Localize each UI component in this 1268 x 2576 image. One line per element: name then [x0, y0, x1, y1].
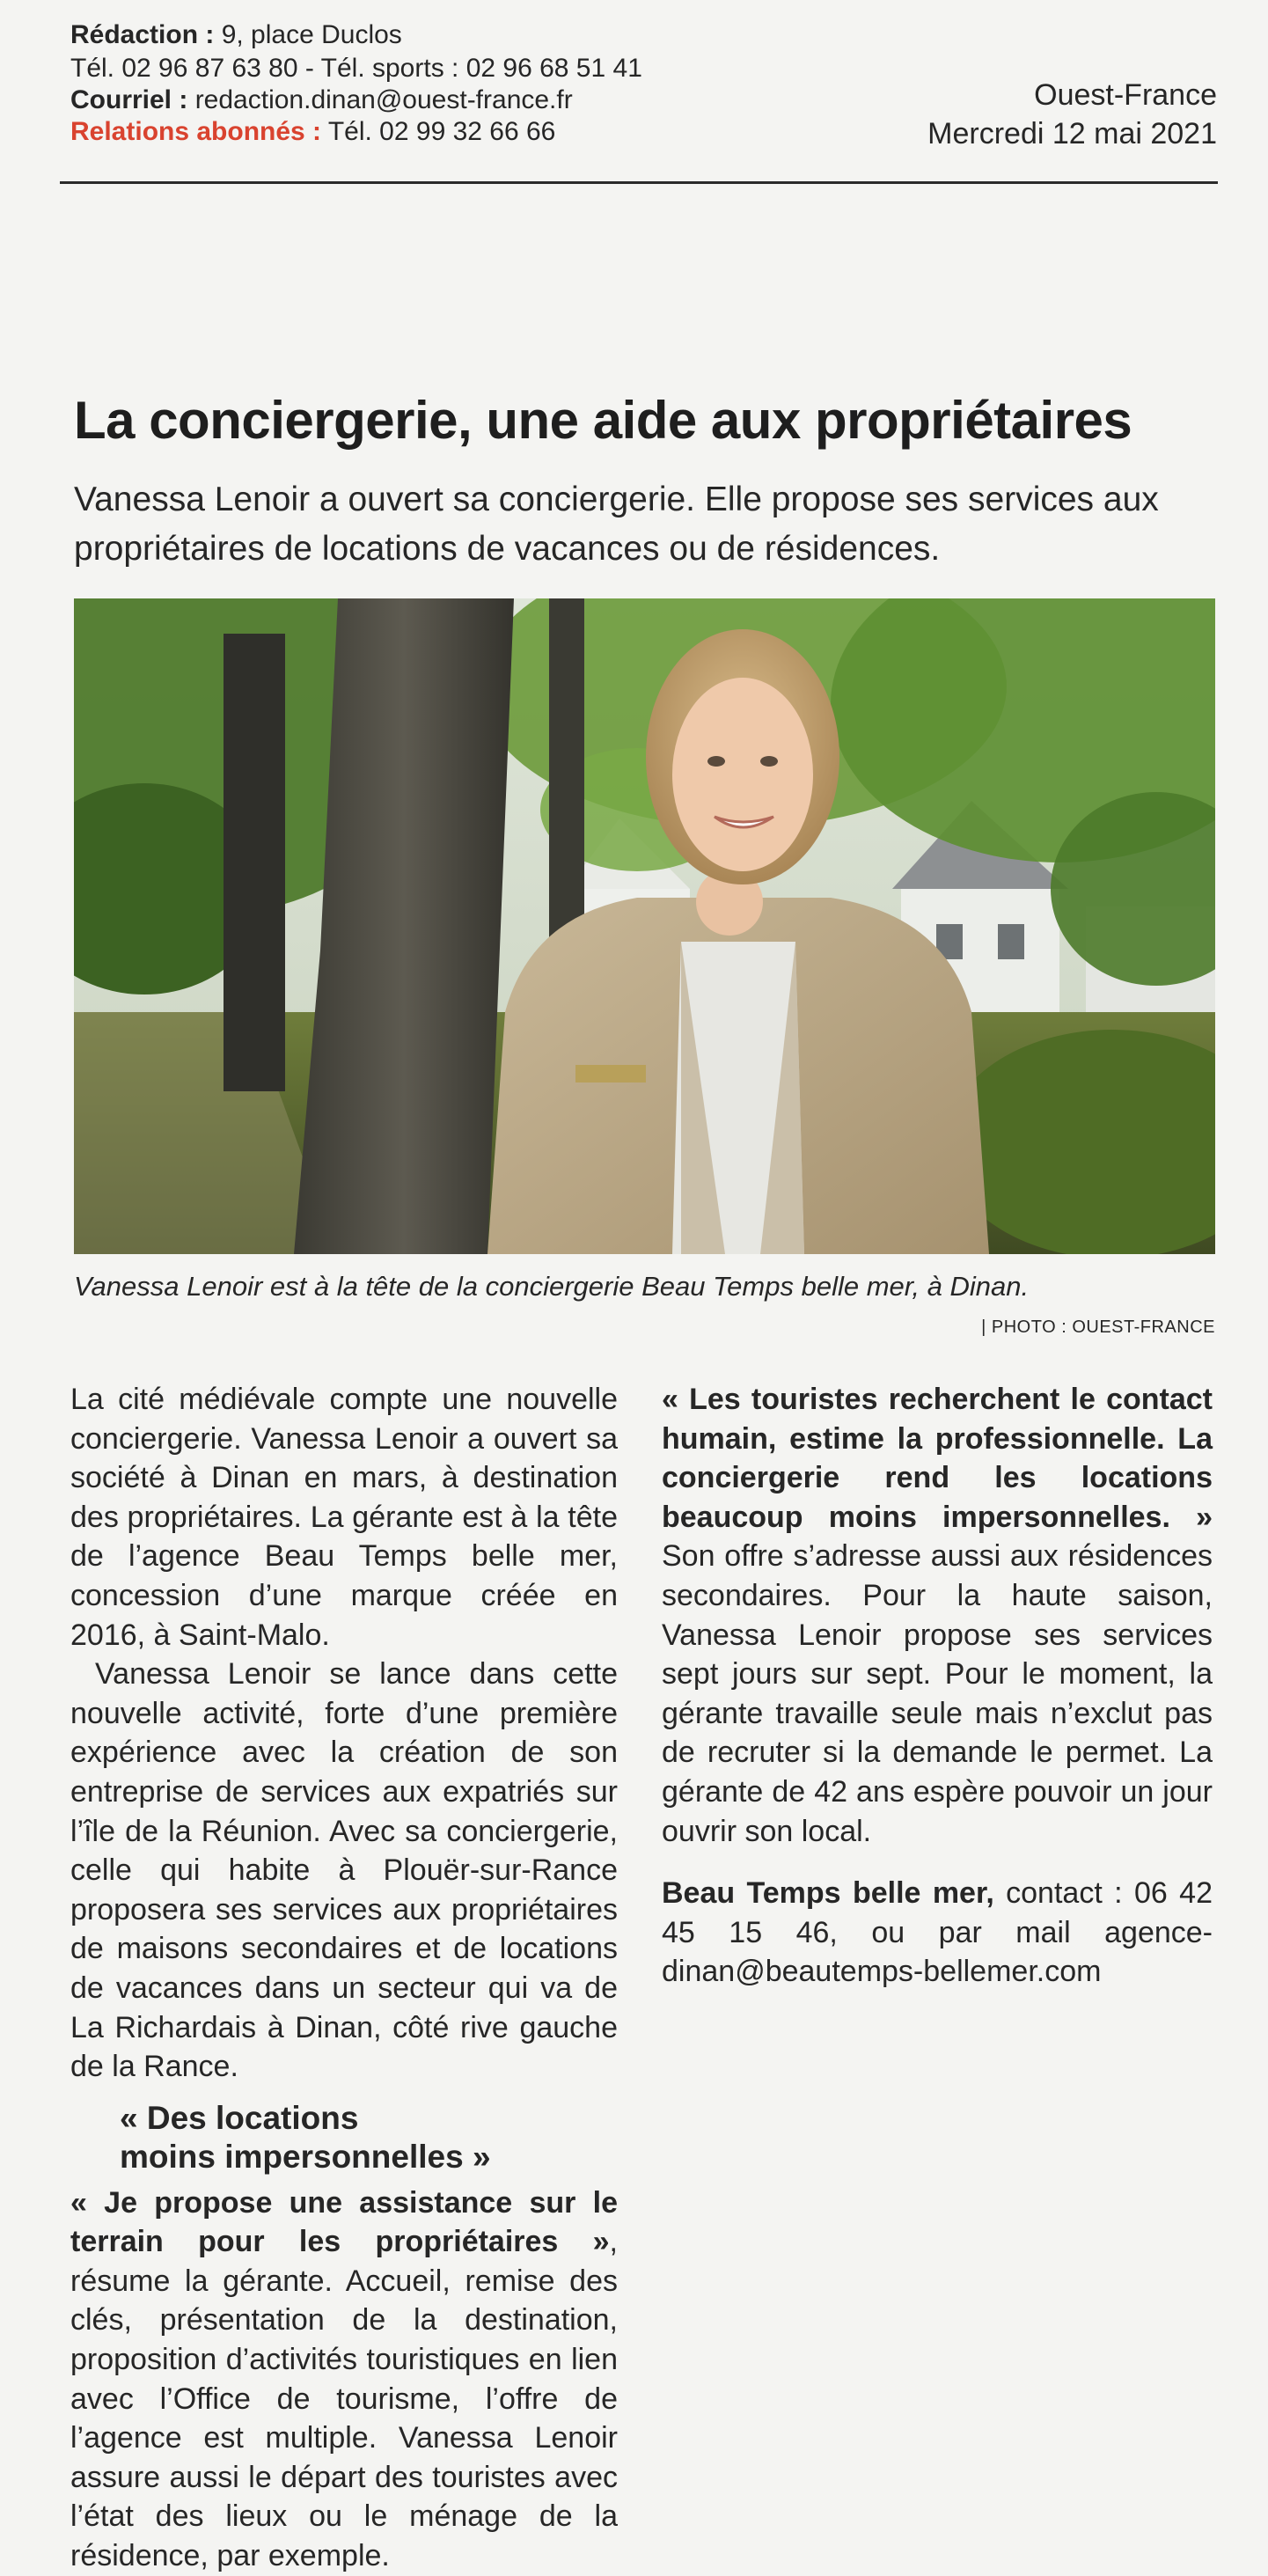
abonnes-line [70, 116, 555, 148]
paragraph-3-text: , résume la gérante. Accueil, remise des clés, présentation de la destination, proposition d’activités touristiques en lien avec l’Office de tourisme, l’offre de l’agence est multiple. Vanessa Lenoir assure aussi le départ des touristes avec l’état des lieux ou le ménage de la résidence, par exemple. [70, 2225, 618, 2573]
paragraph-2: Vanessa Lenoir se lance dans cette nouvelle activité, forte d’une première expérience avec la création de son entreprise de services aux expatriés sur l’île de la Réunion. Avec sa conciergerie, celle qui habite à Plouër-sur-Rance proposera ses services aux propriétaires de maisons secondaires et de locations de vacances dans un secteur qui va de La Richardais à Dinan, côté rive gauche de la Rance. [70, 1657, 618, 2084]
photo-credit: | PHOTO : OUEST-FRANCE [981, 1317, 1215, 1337]
article-photo [74, 598, 1215, 1254]
newspaper-name: Ouest-France [1034, 78, 1217, 112]
redaction-label: Rédaction : [70, 20, 215, 49]
paragraph-4-text: Son offre s’adresse aussi aux résidences secondaires. Pour la haute saison, Vanessa Lenoir propose ses services sept jours sur sept. Pour le moment, la gérante travaille seule mais n’exclut pas de recruter si la demande le permet. La gérante de 42 ans espère pouvoir un jour ouvrir son local. [662, 1539, 1213, 1848]
paragraph-4-quote: « Les touristes recherchent le contact humain, estime la professionnelle. La conciergerie rend les locations beaucoup moins impersonnelles. » [662, 1383, 1213, 1534]
redaction-line [70, 19, 402, 51]
paragraph-3 [70, 2183, 618, 2576]
courriel-label: Courriel : [70, 85, 188, 114]
portrait-photo-illustration [74, 598, 1215, 1254]
article-column-left [70, 1380, 618, 2576]
paragraph-4 [662, 1380, 1213, 1851]
contact-paragraph [662, 1874, 1213, 1992]
intertitle [70, 2099, 618, 2176]
courriel-line [70, 84, 573, 116]
photo-caption: Vanessa Lenoir est à la tête de la conciergerie Beau Temps belle mer, à Dinan. [74, 1271, 1030, 1302]
article-column-right [662, 1380, 1213, 1992]
header-divider [60, 181, 1218, 184]
courriel-email: redaction.dinan@ouest-france.fr [187, 85, 573, 114]
contact-name: Beau Temps belle mer, [662, 1876, 994, 1911]
paragraph-1: La cité médiévale compte une nouvelle conciergerie. Vanessa Lenoir a ouvert sa société à Dinan en mars, à destination des propriétaires. La gérante est à la tête de l’agence Beau Temps belle mer, concession d’une marque créée en 2016, à Saint-Malo. [70, 1383, 618, 1652]
paragraph-3-quote: « Je propose une assistance sur le terrain pour les propriétaires » [70, 2185, 618, 2259]
issue-date: Mercredi 12 mai 2021 [927, 117, 1217, 150]
intertitle-line-2: moins impersonnelles » [120, 2138, 491, 2175]
redaction-address: 9, place Duclos [214, 20, 402, 49]
contact-details: contact : 06 42 45 15 46, ou par mail agence-dinan@beautemps-bellemer.com [662, 1876, 1213, 1989]
article-lede: Vanessa Lenoir a ouvert sa conciergerie. Elle propose ses services aux propriétaires de locations de vacances ou de résidences. [74, 481, 1159, 568]
phone-line: Tél. 02 96 87 63 80 - Tél. sports : 02 96 68 51 41 [70, 54, 642, 83]
abonnes-label: Relations abonnés : [70, 117, 322, 146]
abonnes-phone: Tél. 02 99 32 66 66 [321, 117, 556, 146]
article-title: La conciergerie, une aide aux propriétaires [74, 391, 1132, 450]
intertitle-line-1: « Des locations [120, 2099, 359, 2136]
